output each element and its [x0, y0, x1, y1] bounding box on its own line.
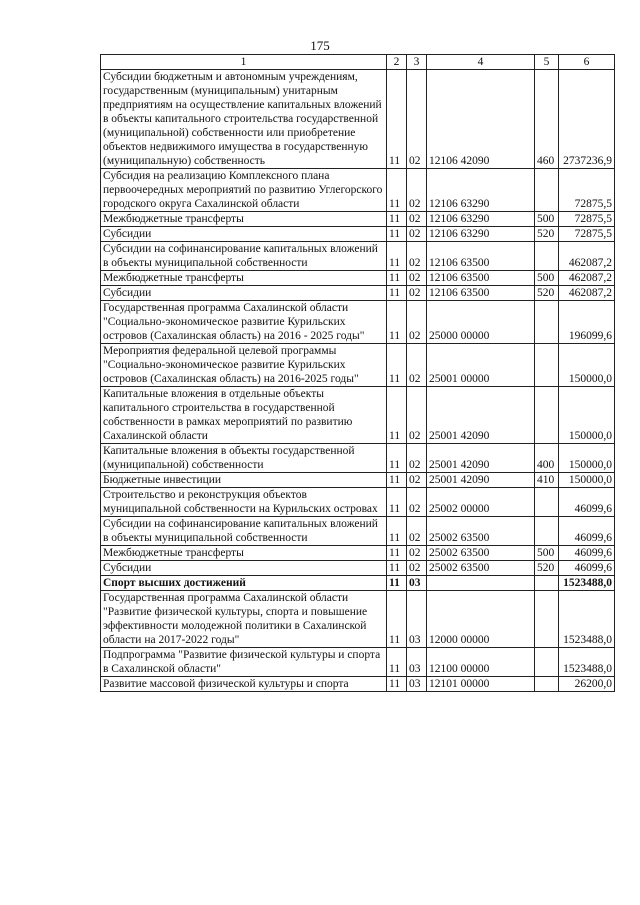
row-subsection-cell: 02 — [407, 387, 427, 444]
row-subsection-cell: 02 — [407, 561, 427, 576]
row-name-cell: Развитие массовой физической культуры и спорта — [101, 677, 387, 692]
row-target-article-cell: 25002 00000 — [427, 488, 535, 517]
row-expense-type-cell: 500 — [535, 546, 559, 561]
row-target-article-cell: 12106 63500 — [427, 271, 535, 286]
row-target-article-cell: 12000 00000 — [427, 591, 535, 648]
row-amount-cell: 72875,5 — [559, 227, 615, 242]
row-target-article-cell: 25000 00000 — [427, 301, 535, 344]
row-subsection-cell: 03 — [407, 591, 427, 648]
row-name-cell: Спорт высших достижений — [101, 576, 387, 591]
row-name-cell: Межбюджетные трансферты — [101, 546, 387, 561]
column-header-name: 1 — [101, 55, 387, 70]
row-amount-cell: 72875,5 — [559, 169, 615, 212]
table-row — [101, 387, 615, 444]
row-name-cell: Субсидии на софинансирование капитальных вложений в объекты муниципальной собственности — [101, 242, 387, 271]
table-row — [101, 473, 615, 488]
row-expense-type-cell: 520 — [535, 227, 559, 242]
column-header-section: 2 — [387, 55, 407, 70]
row-amount-cell: 46099,6 — [559, 517, 615, 546]
row-subsection-cell: 02 — [407, 344, 427, 387]
row-target-article-cell: 25001 42090 — [427, 444, 535, 473]
row-section-cell: 11 — [387, 70, 407, 169]
row-target-article-cell: 12106 63500 — [427, 242, 535, 271]
row-amount-cell: 72875,5 — [559, 212, 615, 227]
row-name-cell: Субсидия на реализацию Комплексного плана первоочередных мероприятий по развитию Углегорского городского округа Сахалинской области — [101, 169, 387, 212]
row-target-article-cell: 25001 42090 — [427, 387, 535, 444]
row-expense-type-cell: 500 — [535, 212, 559, 227]
row-target-article-cell — [427, 576, 535, 591]
row-section-cell: 11 — [387, 517, 407, 546]
table-row — [101, 70, 615, 169]
row-expense-type-cell: 520 — [535, 286, 559, 301]
row-section-cell: 11 — [387, 344, 407, 387]
row-subsection-cell: 02 — [407, 212, 427, 227]
row-section-cell: 11 — [387, 488, 407, 517]
row-name-cell: Субсидии на софинансирование капитальных вложений в объекты муниципальной собственности — [101, 517, 387, 546]
row-expense-type-cell — [535, 648, 559, 677]
table-row — [101, 301, 615, 344]
row-amount-cell: 1523488,0 — [559, 591, 615, 648]
row-subsection-cell: 02 — [407, 444, 427, 473]
row-amount-cell: 26200,0 — [559, 677, 615, 692]
row-amount-cell: 2737236,9 — [559, 70, 615, 169]
row-name-cell: Государственная программа Сахалинской области "Социально-экономическое развитие Курильских островов (Сахалинская область) на 2016 - 2025 годы" — [101, 301, 387, 344]
row-target-article-cell: 25002 63500 — [427, 561, 535, 576]
row-section-cell: 11 — [387, 271, 407, 286]
row-expense-type-cell: 520 — [535, 561, 559, 576]
row-name-cell: Субсидии бюджетным и автономным учреждениям, государственным (муниципальным) унитарным предприятиям на осуществление капитальных вложений в объекты капитального строительства государственной (муниципальной) собственности или приобретение объектов недвижимого имущества в государственную (муниципальную) собственность — [101, 70, 387, 169]
row-section-cell: 11 — [387, 242, 407, 271]
row-expense-type-cell — [535, 677, 559, 692]
row-name-cell: Бюджетные инвестиции — [101, 473, 387, 488]
row-subsection-cell: 02 — [407, 546, 427, 561]
row-amount-cell: 150000,0 — [559, 344, 615, 387]
row-expense-type-cell: 500 — [535, 271, 559, 286]
row-section-cell: 11 — [387, 212, 407, 227]
row-expense-type-cell — [535, 387, 559, 444]
row-section-cell: 11 — [387, 227, 407, 242]
row-expense-type-cell — [535, 242, 559, 271]
row-section-cell: 11 — [387, 301, 407, 344]
row-amount-cell: 1523488,0 — [559, 648, 615, 677]
row-amount-cell: 462087,2 — [559, 286, 615, 301]
table-row — [101, 546, 615, 561]
row-subsection-cell: 02 — [407, 473, 427, 488]
row-subsection-cell: 02 — [407, 242, 427, 271]
row-target-article-cell: 25001 00000 — [427, 344, 535, 387]
row-target-article-cell: 25002 63500 — [427, 517, 535, 546]
row-subsection-cell: 02 — [407, 271, 427, 286]
column-header-target-article: 4 — [427, 55, 535, 70]
row-subsection-cell: 03 — [407, 677, 427, 692]
row-section-cell: 11 — [387, 546, 407, 561]
row-subsection-cell: 03 — [407, 576, 427, 591]
row-expense-type-cell — [535, 301, 559, 344]
row-section-cell: 11 — [387, 473, 407, 488]
table-row — [101, 648, 615, 677]
table-row — [101, 344, 615, 387]
row-amount-cell: 150000,0 — [559, 444, 615, 473]
column-header-expense-type: 5 — [535, 55, 559, 70]
table-row — [101, 212, 615, 227]
row-name-cell: Подпрограмма "Развитие физической культуры и спорта в Сахалинской области" — [101, 648, 387, 677]
row-amount-cell: 46099,6 — [559, 561, 615, 576]
row-section-cell: 11 — [387, 387, 407, 444]
row-target-article-cell: 12101 00000 — [427, 677, 535, 692]
row-subsection-cell: 02 — [407, 488, 427, 517]
table-row — [101, 576, 615, 591]
row-target-article-cell: 12106 63290 — [427, 212, 535, 227]
row-section-cell: 11 — [387, 286, 407, 301]
row-amount-cell: 462087,2 — [559, 242, 615, 271]
table-row — [101, 169, 615, 212]
row-target-article-cell: 12106 63500 — [427, 286, 535, 301]
row-subsection-cell: 02 — [407, 70, 427, 169]
row-name-cell: Межбюджетные трансферты — [101, 271, 387, 286]
table-header-row — [101, 55, 615, 70]
row-expense-type-cell — [535, 169, 559, 212]
row-name-cell: Строительство и реконструкция объектов муниципальной собственности на Курильских островах — [101, 488, 387, 517]
column-header-subsection: 3 — [407, 55, 427, 70]
row-section-cell: 11 — [387, 591, 407, 648]
row-subsection-cell: 02 — [407, 169, 427, 212]
row-target-article-cell: 25002 63500 — [427, 546, 535, 561]
row-subsection-cell: 02 — [407, 301, 427, 344]
table-row — [101, 591, 615, 648]
row-name-cell: Капитальные вложения в отдельные объекты капитального строительства в государственной собственности в рамках мероприятий по развитию Сахалинской области — [101, 387, 387, 444]
row-amount-cell: 46099,6 — [559, 488, 615, 517]
row-name-cell: Субсидии — [101, 286, 387, 301]
row-amount-cell: 1523488,0 — [559, 576, 615, 591]
table-row — [101, 227, 615, 242]
row-amount-cell: 150000,0 — [559, 473, 615, 488]
row-amount-cell: 196099,6 — [559, 301, 615, 344]
row-section-cell: 11 — [387, 648, 407, 677]
row-amount-cell: 46099,6 — [559, 546, 615, 561]
row-target-article-cell: 25001 42090 — [427, 473, 535, 488]
row-section-cell: 11 — [387, 444, 407, 473]
row-target-article-cell: 12106 42090 — [427, 70, 535, 169]
table-row — [101, 677, 615, 692]
row-section-cell: 11 — [387, 561, 407, 576]
row-amount-cell: 150000,0 — [559, 387, 615, 444]
row-name-cell: Государственная программа Сахалинской области "Развитие физической культуры, спорта и повышение эффективности молодежной политики в Сахалинской области на 2017-2022 годы" — [101, 591, 387, 648]
row-expense-type-cell — [535, 591, 559, 648]
table-row — [101, 286, 615, 301]
row-expense-type-cell: 410 — [535, 473, 559, 488]
table-row — [101, 561, 615, 576]
row-subsection-cell: 02 — [407, 517, 427, 546]
row-expense-type-cell — [535, 344, 559, 387]
row-subsection-cell: 02 — [407, 286, 427, 301]
row-target-article-cell: 12106 63290 — [427, 169, 535, 212]
row-expense-type-cell — [535, 488, 559, 517]
row-name-cell: Субсидии — [101, 227, 387, 242]
row-section-cell: 11 — [387, 576, 407, 591]
page-number: 175 — [310, 38, 330, 53]
row-section-cell: 11 — [387, 677, 407, 692]
row-expense-type-cell: 400 — [535, 444, 559, 473]
table-row — [101, 271, 615, 286]
row-name-cell: Межбюджетные трансферты — [101, 212, 387, 227]
row-target-article-cell: 12100 00000 — [427, 648, 535, 677]
table-row — [101, 242, 615, 271]
column-header-amount: 6 — [559, 55, 615, 70]
row-name-cell: Капитальные вложения в объекты государственной (муниципальной) собственности — [101, 444, 387, 473]
row-target-article-cell: 12106 63290 — [427, 227, 535, 242]
table-row — [101, 488, 615, 517]
budget-table — [100, 54, 615, 692]
row-subsection-cell: 02 — [407, 227, 427, 242]
row-name-cell: Мероприятия федеральной целевой программы "Социально-экономическое развитие Курильских островов (Сахалинская область) на 2016-2025 годы" — [101, 344, 387, 387]
row-amount-cell: 462087,2 — [559, 271, 615, 286]
table-row — [101, 444, 615, 473]
table-row — [101, 517, 615, 546]
row-expense-type-cell — [535, 576, 559, 591]
row-name-cell: Субсидии — [101, 561, 387, 576]
row-section-cell: 11 — [387, 169, 407, 212]
row-expense-type-cell — [535, 517, 559, 546]
row-subsection-cell: 03 — [407, 648, 427, 677]
row-expense-type-cell: 460 — [535, 70, 559, 169]
